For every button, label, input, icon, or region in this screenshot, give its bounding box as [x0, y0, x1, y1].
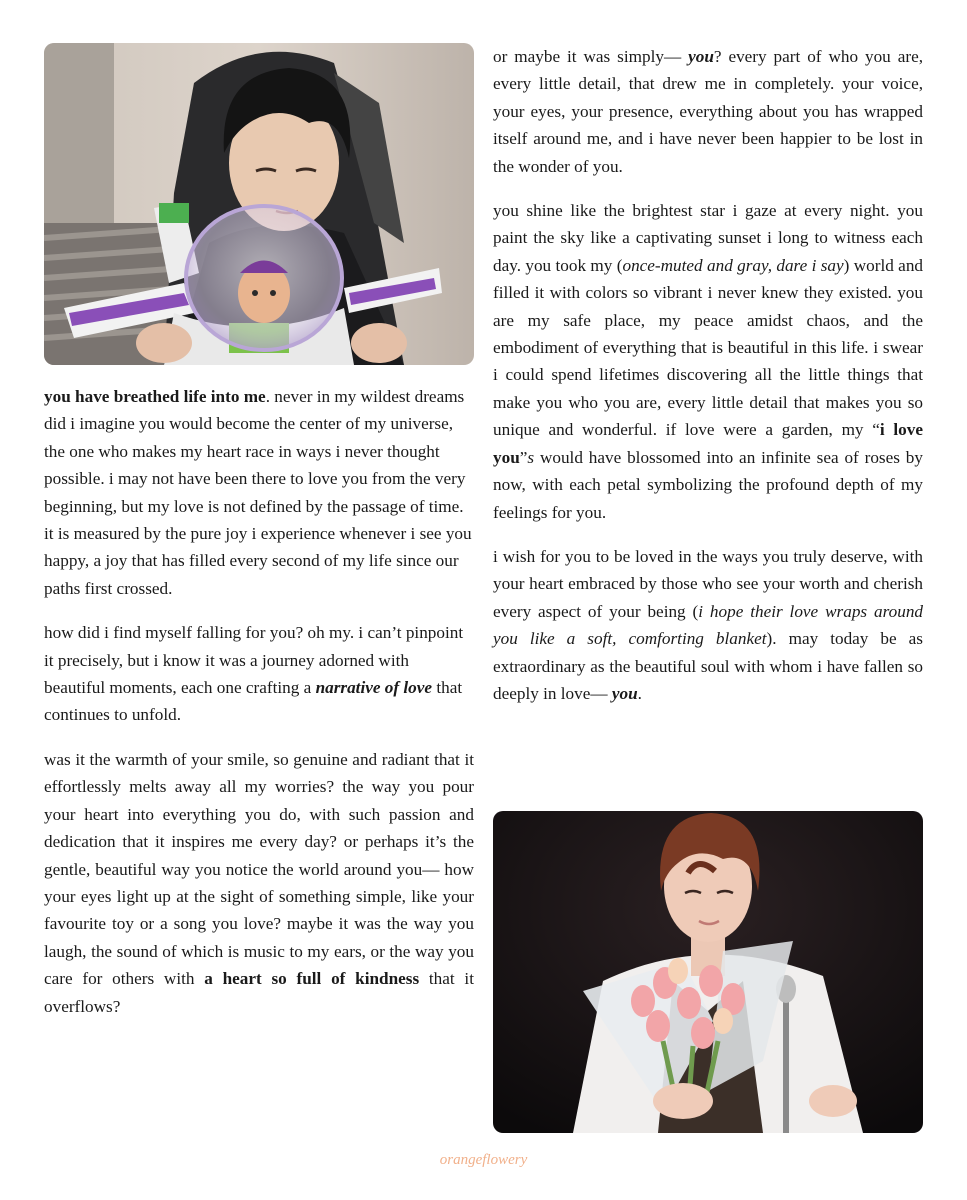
- paragraph-text: was it the warmth of your smile, so genuine and radiant that it effortlessly melts away all my worries? the way you pour your heart into everything you do, with such passion and dedication that it inspires me every day? or perhaps it’s the gentle, beautiful way you notice the world around you— how your eyes light up at the sight of something simple, like your favourite toy or a song you love? maybe it was the way you laugh, the sound of which is music to my ears, or the way you care for others with: [44, 749, 474, 989]
- paragraph-text: i wish for you to be loved in the ways you truly deserve, with your heart embraced by those who see your worth and cherish every aspect of your being (: [493, 546, 923, 621]
- italic-suffix: s: [527, 447, 535, 467]
- bold-phrase: a heart so full of kindness: [204, 969, 420, 989]
- paragraph-text: you shine like the brightest star i gaze at every night. you paint the sky like a captivating sunset i long to witness each day. you took my (: [493, 201, 923, 275]
- closing-quote: ”: [519, 447, 528, 467]
- italic-aside: once-muted and gray, dare i say: [622, 255, 844, 275]
- bold-italic-phrase: narrative of love: [315, 678, 433, 698]
- photo-bouquet-illustration: [493, 811, 923, 1133]
- bold-italic-phrase: you: [611, 683, 638, 703]
- paragraph-text-mid: ) world and filled it with colors so vibrant i never knew they existed. you are my safe place, my peace amidst chaos, and the embodiment of everything that is beautiful in this life. i swear i could spend lifetimes discovering all the little things that make you who you are, every little detail that makes you so unique and wonderful. if love were a garden, my “: [493, 255, 924, 440]
- paragraph-text: or maybe it was simply—: [493, 47, 689, 66]
- paragraph-text-end: would have blossomed into an infinite sea of roses by now, with each petal symbolizing the profound depth of my feelings for you.: [493, 447, 923, 522]
- paragraph-text-end: ? every part of who you are, every little detail, that drew me in completely. your voice, your eyes, your presence, everything about you has wrapped itself around me, and i have never been happier to be lost in the wonder of you.: [493, 47, 923, 176]
- bold-italic-phrase: you: [688, 47, 714, 66]
- paragraph-text-end: that continues to unfold.: [44, 678, 463, 725]
- bold-phrase: i love you: [493, 420, 923, 467]
- paragraph-text-mid: ). may today be as extraordinary as the beautiful soul with whom i have fallen so deeply in love—: [493, 629, 923, 703]
- left-text-column: [44, 383, 474, 1037]
- paragraph-text-end: .: [637, 683, 642, 703]
- paragraph-text: how did i find myself falling for you? oh my. i can’t pinpoint it precisely, but i know it was a journey adorned with beautiful moments, each one crafting a: [44, 623, 464, 698]
- paragraph-text: . never in my wildest dreams did i imagine you would become the center of my universe, the one who makes my heart race in ways i never thought possible. i may not have been there to love you from the very beginning, but my love is not defined by the passage of time. it is measured by the pure joy i experience whenever i see you happy, a joy that has filled every second of my life since our paths first crossed.: [44, 387, 472, 598]
- paragraph-wish-for-you: [493, 543, 923, 707]
- paragraph-text-end: that it overflows?: [44, 969, 474, 1016]
- photo-bouquet: [493, 811, 923, 1133]
- bold-phrase: you have breathed life into me: [44, 387, 266, 406]
- photo-toy: [44, 43, 474, 365]
- paragraph-breathed-life: [44, 383, 474, 602]
- italic-aside: i hope their love wraps around you like a soft, comforting blanket: [493, 601, 924, 649]
- paragraph-warmth-of-smile: [44, 746, 474, 1020]
- right-text-column: [493, 43, 923, 724]
- signature: orangeflowery: [439, 1152, 528, 1168]
- photo-toy-illustration: [44, 43, 474, 365]
- paragraph-brightest-star: [493, 197, 923, 526]
- paragraph-falling-for-you: [44, 619, 474, 729]
- paragraph-simply-you: [493, 43, 923, 180]
